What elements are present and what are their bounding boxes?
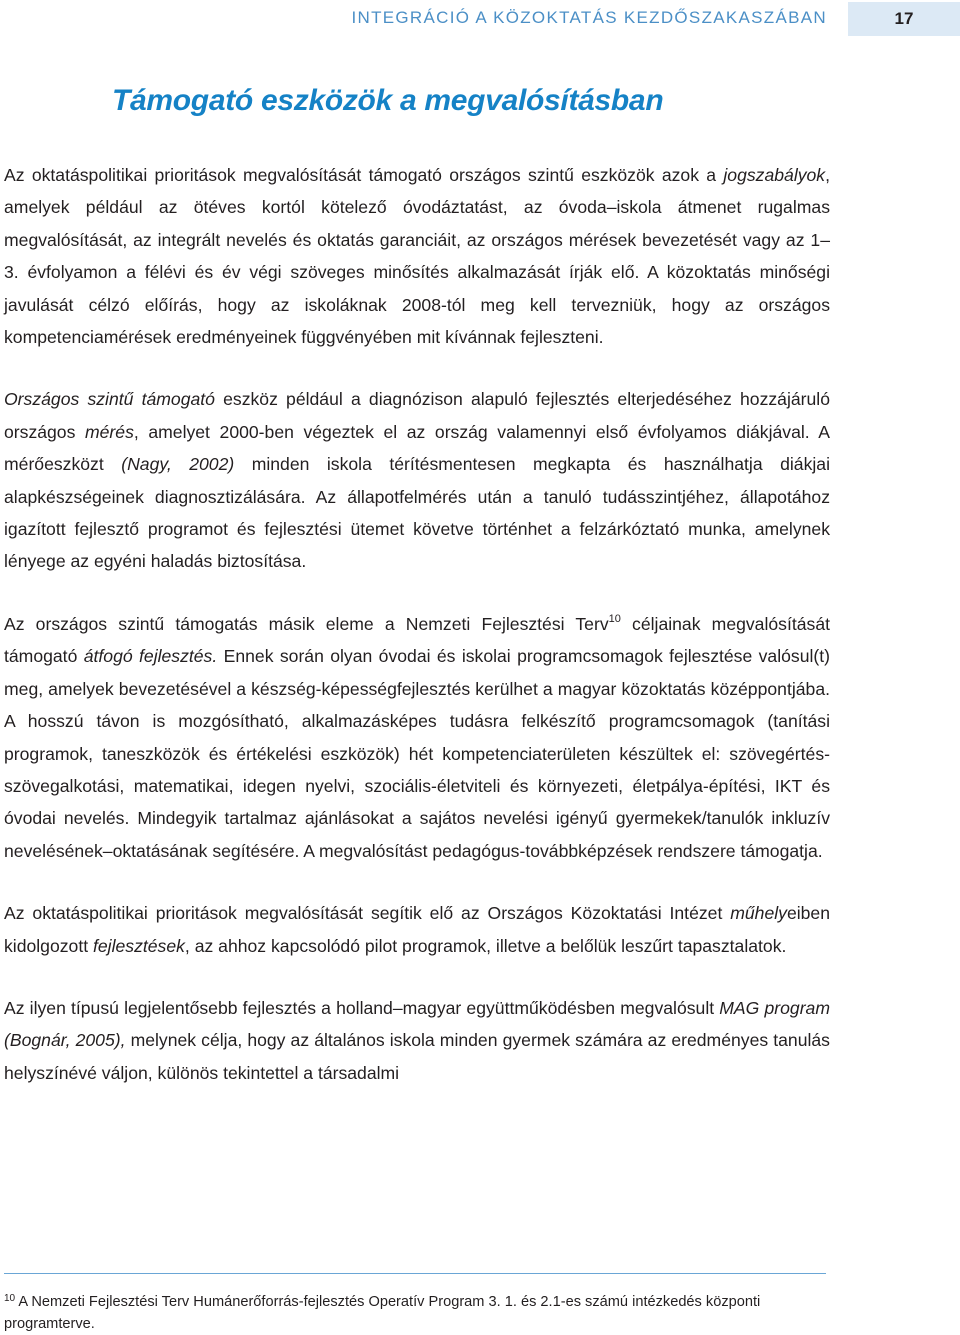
paragraph-3 (4, 608, 830, 867)
paragraph-4 (4, 897, 830, 962)
p1-emphasis: jogszabályok (723, 165, 826, 185)
p2-emphasis-a: Országos szintű támogató (4, 389, 215, 410)
section-title: Támogató eszközök a megvalósításban (112, 84, 664, 117)
paragraph-5 (4, 992, 830, 1089)
footnote-text: A Nemzeti Fejlesztési Terv Humánerőforrás-fejlesztés Operatív Program 3. 1. és 2.1-es számú intézkedés központi programterve. (4, 1294, 761, 1332)
footnote-divider (4, 1273, 826, 1274)
p1-text-a: Az oktatáspolitikai prioritások megvalósítását támogató országos szintű eszközök azok a (4, 165, 724, 185)
p2-emphasis-c: mérés (84, 421, 134, 442)
p4-emphasis-b: műhely (730, 903, 787, 924)
p5-text-c: melynek célja, hogy az általános iskola minden gyermek számára az eredményes tanulás helyszínévé váljon, különös tekintettel a társadalmi (4, 1030, 830, 1083)
running-title: INTEGRÁCIÓ A KÖZOKTATÁS KEZDŐSZAKASZÁBAN (351, 8, 827, 27)
p4-text-a: Az oktatáspolitikai prioritások megvalósítását segítik elő az Országos Közoktatási Intézet (4, 903, 731, 924)
p3-text-b: céljainak megvalósítását támogató (4, 613, 830, 667)
p2-text-d: , amelyet 2000-ben végeztek el az ország valamennyi első évfolyamos diákjával. A mérőeszközt (4, 421, 830, 475)
p3-text-a: Az országos szintű támogatás másik eleme a Nemzeti Fejlesztési Terv (4, 613, 609, 634)
p4-emphasis-d: fejlesztések (93, 935, 185, 956)
p2-citation: (Nagy, 2002) (121, 454, 235, 475)
p2-text-b: eszköz például a diagnózison alapuló fejlesztés elterjedéséhez hozzájáruló országos (4, 389, 830, 442)
p5-text-a: Az ilyen típusú legjelentősebb fejlesztés a holland–magyar együttműködésben megvalósult (4, 997, 720, 1018)
p4-text-e: , az ahhoz kapcsolódó pilot programok, illetve a belőlük leszűrt tapasztalatok. (184, 935, 787, 956)
body-text (4, 159, 830, 1089)
page-number: 17 (848, 2, 960, 36)
p3-emphasis: átfogó fejlesztés. (83, 646, 218, 667)
page-header (0, 0, 960, 37)
p5-citation: MAG program (Bognár, 2005), (4, 997, 830, 1051)
paragraph-2 (4, 383, 830, 577)
footnote-ref: 10 (608, 612, 621, 625)
p4-text-c: eiben kidolgozott (4, 903, 830, 956)
p2-text-f: minden iskola térítésmentesen megkapta és használhatja diákjai alapkészségeinek diagnosztizálására. Az állapotfelmérés után a tanuló tudásszintjéhez, állapotához igazított fejlesztő programot és fejlesztési ütemet követve történhet a felzárkóztató munka, amelynek lényege az egyéni haladás biztosítása. (4, 454, 830, 572)
footnote (4, 1291, 830, 1335)
paragraph-1 (4, 159, 830, 353)
p3-text-d: Ennek során olyan óvodai és iskolai programcsomagok fejlesztése valósul(t) meg, amelyek bevezetésével a készség-képességfejlesztés kerülhet a magyar közoktatás középpontjába. A hosszú távon is mozgósítható, alkalmazásképes tudásra felkészítő programcsomagok (tanítási programok, taneszközök és értékelési eszközök) hét kompetenciaterületen készültek el: szövegértés-szövegalkotási, matematikai, idegen nyelvi, szociális-életviteli és környezeti, életpálya-építési, IKT és óvodai nevelés. Mindegyik tartalmaz ajánlásokat a sajátos nevelési igényű gyermekek/tanulók inkluzív nevelésének–oktatásának segítésére. A megvalósítást pedagógus-továbbképzések rendszere támogatja. (4, 646, 831, 861)
p1-text-c: , amelyek például az ötéves kortól kötelező óvodáztatást, az óvoda–iskola átmenet rugalmas megvalósítását, az integrált nevelés és oktatás garanciáit, az országos mérések bevezetését vagy az 1–3. évfolyamon a félévi és év végi szöveges minősítés alkalmazását írják elő. A közoktatás minőségi javulását célzó előírás, hogy az iskoláknak 2008-tól meg kell tervezniük, hogy az országos kompetenciamérések eredményeinek függvényében mit kívánnak fejleszteni. (4, 165, 830, 348)
footnote-number: 10 (4, 1293, 16, 1304)
